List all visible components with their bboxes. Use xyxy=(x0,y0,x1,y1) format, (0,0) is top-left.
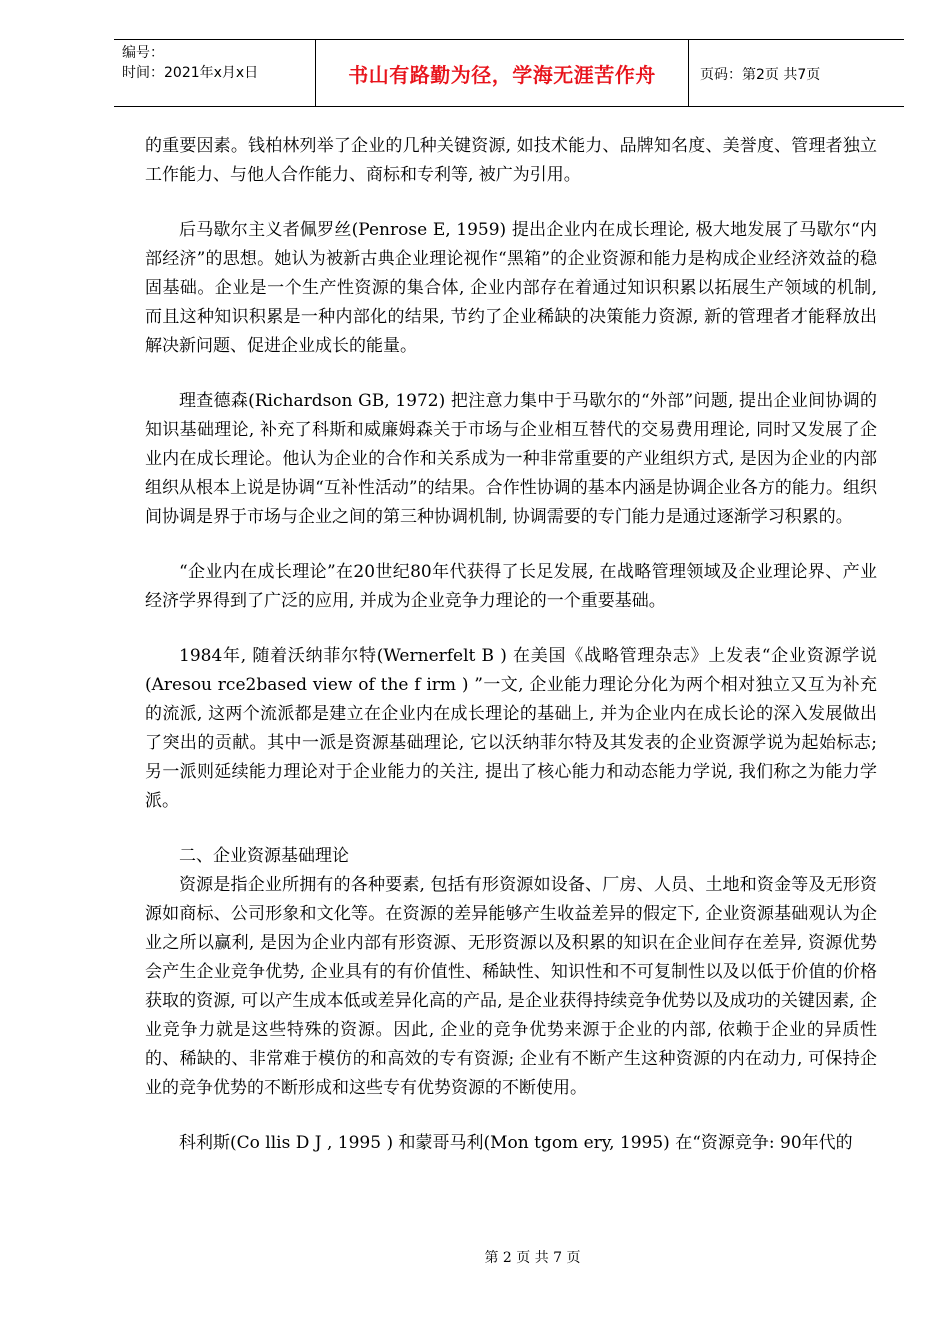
section-heading: 二、企业资源基础理论 xyxy=(179,846,349,866)
paragraph-wernerfelt: 1984年, 随着沃纳菲尔特(Wernerfelt B ) 在美国《战略管理杂志》上发表“企业资源学说(Aresou rce2based view of the f irm ) ”一文, 企业能力理论分化为两个相对独立又互为补充的流派, 这两个流派都是建立在企业内在成长理论的基础上, 并为企业内在成长论的深入发展做出了突出的贡献。其中一派是资源基础理论, 它以沃纳菲尔特及其发表的企业资源学说为起始标志; 另一派则延续能力理论对于企业能力的关注, 提出了核心能力和动态能力学说, 我们称之为能力学派。 xyxy=(145,646,877,811)
paragraph-resource-definition: 资源是指企业所拥有的各种要素, 包括有形资源如设备、厂房、人员、土地和资金等及无形资源如商标、公司形象和文化等。在资源的差异能够产生收益差异的假定下, 企业资源基础观认为企业之所以赢利, 是因为企业内部有形资源、无形资源以及积累的知识在企业间存在差异, 资源优势会产生企业竞争优势, 企业具有的有价值性、稀缺性、知识性和不可复制性以及以低于价值的价格获取的资源, 可以产生成本低或差异化高的产品, 是企业获得持续竞争优势以及成功的关键因素, 企业竞争力就是这些特殊的资源。因此, 企业的竞争优势来源于企业的内部, 依赖于企业的异质性的、稀缺的、非常难于模仿的和高效的专有资源; 企业有不断产生这种资源的内在动力, 可保持企业的竞争优势的不断形成和这些专有优势资源的不断使用。 xyxy=(145,875,877,1098)
paragraph-collis: 科利斯(Co llis D J , 1995 ) 和蒙哥马利(Mon tgom ery, 1995) 在“资源竞争: 90年代的 xyxy=(179,1133,853,1153)
header-motto: 书山有路勤为径，学海无涯苦作舟 xyxy=(315,40,689,106)
page-header xyxy=(114,39,904,107)
paragraph-penrose: 后马歇尔主义者佩罗丝(Penrose E, 1959) 提出企业内在成长理论, 极大地发展了马歇尔“内部经济”的思想。她认为被新古典企业理论视作“黑箱”的企业资源和能力是构成企业经济效益的稳固基础。企业是一个生产性资源的集合体, 企业内部存在着通过知识积累以拓展生产领域的机制, 而且这种知识积累是一种内部化的结果, 节约了企业稀缺的决策能力资源, 新的管理者才能释放出解决新问题、促进企业成长的能量。 xyxy=(145,220,877,356)
document-body xyxy=(145,132,877,1184)
document-number-label: 编号： xyxy=(122,45,164,61)
header-page-info: 页码：第2页 共7页 xyxy=(700,67,821,83)
document-time-label: 时间：2021年x月x日 xyxy=(122,65,259,81)
paragraph-growth-theory: “企业内在成长理论”在20世纪80年代获得了长足发展, 在战略管理领域及企业理论界、产业经济学界得到了广泛的应用, 并成为企业竞争力理论的一个重要基础。 xyxy=(145,562,877,611)
page-footer: 第 2 页 共 7 页 xyxy=(484,1250,581,1266)
header-meta xyxy=(122,43,312,83)
paragraph-continuation: 的重要因素。钱柏林列举了企业的几种关键资源, 如技术能力、品牌知名度、美誉度、管理者独立工作能力、与他人合作能力、商标和专利等, 被广为引用。 xyxy=(145,136,877,185)
paragraph-richardson: 理查德森(Richardson GB, 1972) 把注意力集中于马歇尔的“外部”问题, 提出企业间协调的知识基础理论, 补充了科斯和威廉姆森关于市场与企业相互替代的交易费用理论, 同时又发展了企业内在成长理论。他认为企业的合作和关系成为一种非常重要的产业组织方式, 是因为企业的内部组织从根本上说是协调“互补性活动”的结果。合作性协调的基本内涵是协调企业各方的能力。组织间协调是界于市场与企业之间的第三种协调机制, 协调需要的专门能力是通过逐渐学习积累的。 xyxy=(145,391,877,527)
